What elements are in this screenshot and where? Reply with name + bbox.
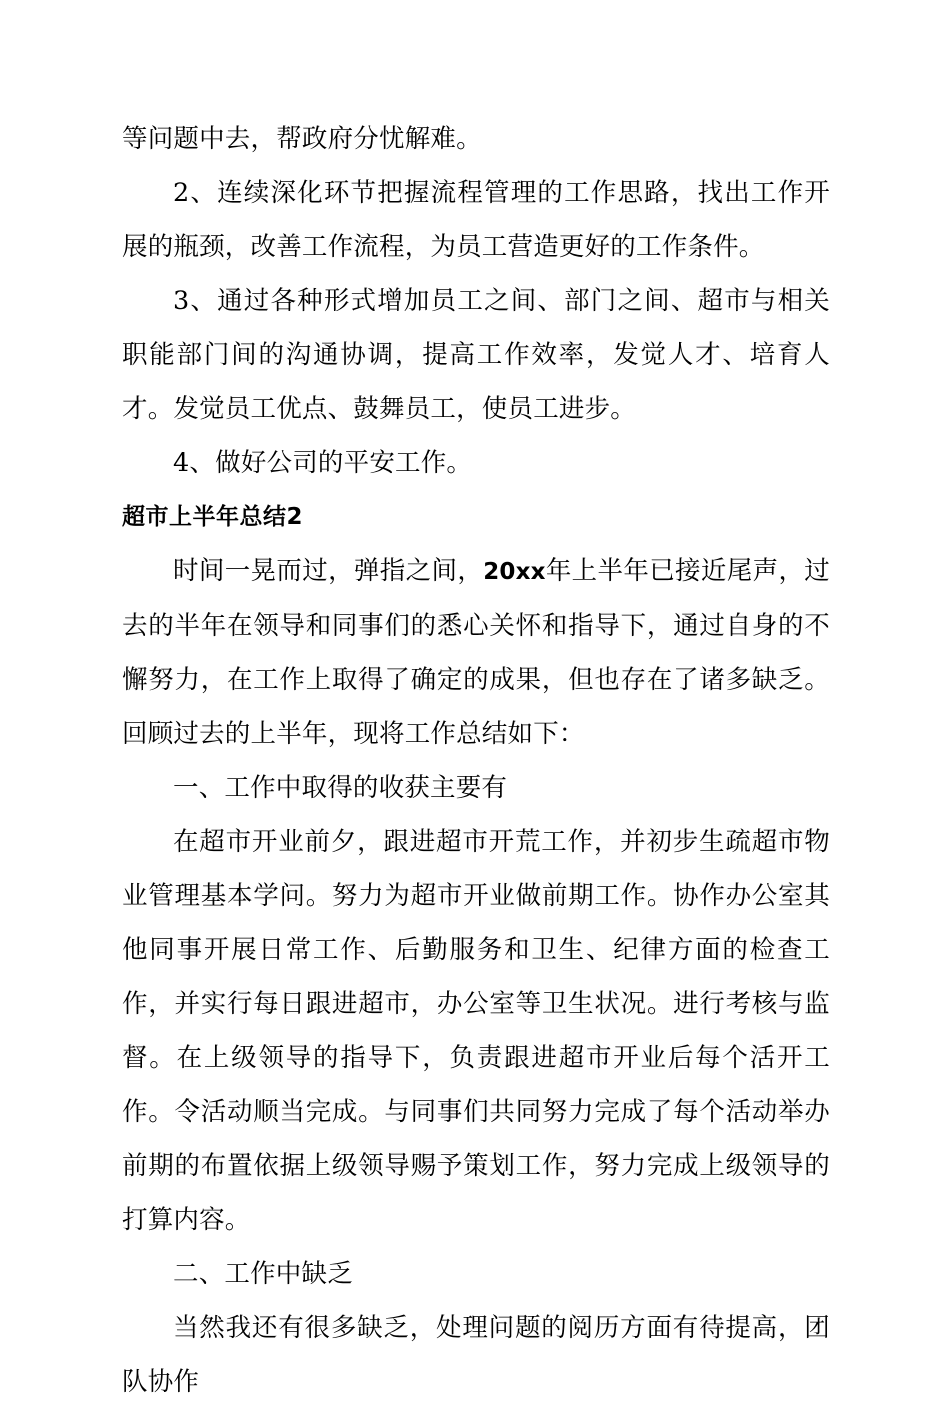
paragraph-lead: 时间一晃而过，弹指之间， bbox=[173, 556, 484, 586]
paragraph: 当然我还有很多缺乏，处理问题的阅历方面有待提高，团队协作 bbox=[122, 1313, 830, 1397]
paragraph: 3、通过各种形式增加员工之间、部门之间、超市与相关职能部门间的沟通协调，提高工作效率，发觉人才、培育人才。发觉员工优点、鼓舞员工，使员工进步。 bbox=[122, 286, 830, 424]
subsection-heading-two: 二、工作中缺乏 bbox=[173, 1259, 353, 1289]
paragraph: 4、做好公司的平安工作。 bbox=[173, 448, 473, 478]
section-heading: 超市上半年总结2 bbox=[122, 504, 304, 530]
paragraph-with-year bbox=[122, 544, 830, 761]
paragraph: 在超市开业前夕，跟进超市开荒工作，并初步生疏超市物业管理基本学问。努力为超市开业做前期工作。协作办公室其他同事开展日常工作、后勤服务和卫生、纪律方面的检查工作，并实行每日跟进超市，办公室等卫生状况。进行考核与监督。在上级领导的指导下，负责跟进超市开业后每个活开工作。令活动顺当完成。与同事们共同努力完成了每个活动举办前期的布置依据上级领导赐予策划工作，努力完成上级领导的打算内容。 bbox=[122, 827, 830, 1235]
subsection-heading-one: 一、工作中取得的收获主要有 bbox=[173, 773, 508, 803]
year-placeholder: 20xx bbox=[483, 559, 546, 585]
paragraph: 2、连续深化环节把握流程管理的工作思路，找出工作开展的瓶颈，改善工作流程，为员工营造更好的工作条件。 bbox=[122, 178, 830, 262]
paragraph-tail: 年上半年已接近尾声，过去的半年在领导和同事们的悉心关怀和指导下，通过自身的不懈努力，在工作上取得了确定的成果，但也存在了诸多缺乏。回顾过去的上半年，现将工作总结如下： bbox=[122, 556, 831, 749]
document-body bbox=[122, 112, 830, 1409]
paragraph: 等问题中去，帮政府分忧解难。 bbox=[122, 124, 482, 154]
